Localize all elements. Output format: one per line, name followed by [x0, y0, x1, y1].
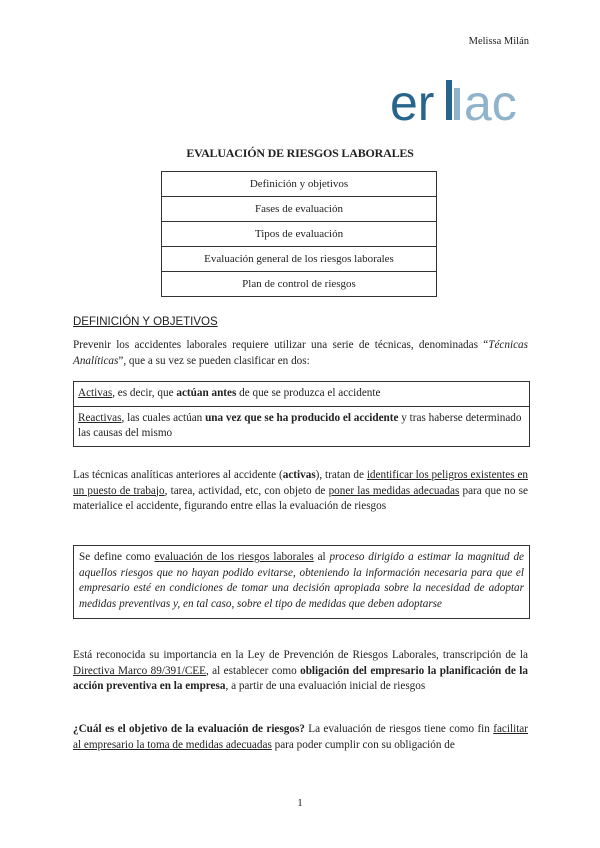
- active-techniques-paragraph: Las técnicas analíticas anteriores al accidente (activas), tratan de identificar los peligros existentes en un puesto de trabajo, tarea, actividad, etc, con objeto de poner las medidas adecuadas para que no se materialice el accidente, figurando entre ellas la evaluación de riesgos: [73, 469, 528, 512]
- toc-item: Evaluación general de los riesgos laborales: [162, 247, 437, 272]
- logo-text-right: ac: [464, 75, 517, 128]
- logo-bar-light: [454, 88, 460, 120]
- technique-types-box: [73, 381, 530, 447]
- toc-item: Plan de control de riesgos: [162, 272, 437, 297]
- reactive-techniques-row: Reactivas, las cuales actúan una vez que se ha producido el accidente y tras haberse determinado las causas del mismo: [74, 406, 529, 446]
- section-heading: DEFINICIÓN Y OBJETIVOS: [73, 316, 218, 328]
- logo-text-left: er: [390, 75, 435, 128]
- toc-item: Tipos de evaluación: [162, 222, 437, 247]
- author-name: Melissa Milán: [468, 36, 529, 47]
- toc-item: Definición y objetivos: [162, 172, 437, 197]
- table-row: [162, 272, 437, 297]
- table-row: [162, 247, 437, 272]
- table-row: [162, 172, 437, 197]
- objective-paragraph: ¿Cuál es el objetivo de la evaluación de riesgos? La evaluación de riesgos tiene como fin facilitar al empresario la toma de medidas adecuadas para poder cumplir con su obligación de: [73, 723, 528, 751]
- logo-bar-dark: [446, 80, 452, 120]
- table-row: [162, 197, 437, 222]
- contents-table: [161, 171, 437, 297]
- toc-item: Fases de evaluación: [162, 197, 437, 222]
- table-row: [162, 222, 437, 247]
- definition-box: Se define como evaluación de los riesgos laborales al proceso dirigido a estimar la magnitud de aquellos riesgos que no hayan podido evitarse, obteniendo la información necesaria para que el empresario esté en condiciones de tomar una decisión apropiada sobre la necesidad de adoptar medidas preventivas y, en tal caso, sobre el tipo de medidas que deben adoptarse: [73, 545, 530, 619]
- active-techniques-row: Activas, es decir, que actúan antes de que se produzca el accidente: [78, 387, 381, 399]
- law-paragraph: Está reconocida su importancia en la Ley de Prevención de Riesgos Laborales, transcripción de la Directiva Marco 89/391/CEE, al establecer como obligación del empresario la planificación de la acción preventiva en la empresa, a partir de una evaluación inicial de riesgos: [73, 649, 528, 692]
- page-number: 1: [297, 797, 303, 809]
- erlac-logo: [390, 74, 520, 128]
- intro-paragraph: Prevenir los accidentes laborales requiere utilizar una serie de técnicas, denominadas “Técnicas Analíticas”, que a su vez se pueden clasificar en dos:: [73, 339, 528, 367]
- document-title: EVALUACIÓN DE RIESGOS LABORALES: [186, 146, 414, 160]
